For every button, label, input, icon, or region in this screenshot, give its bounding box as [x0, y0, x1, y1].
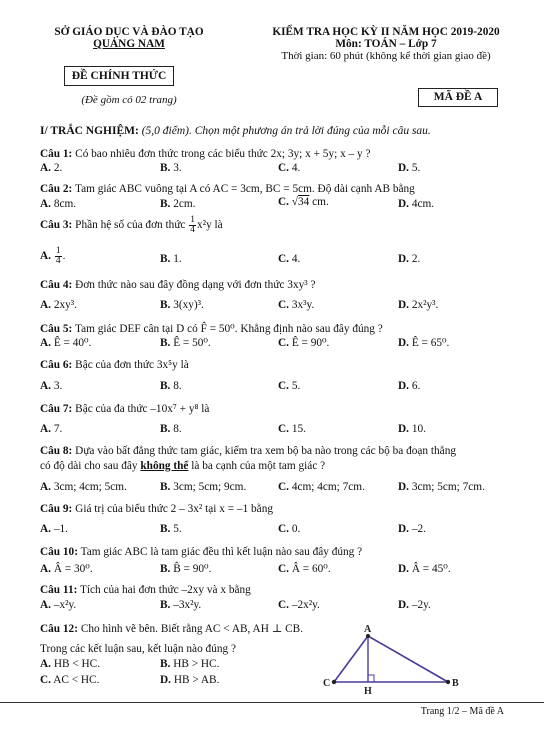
question-2: Câu 2: Tam giác ABC vuông tại A có AC = 3cm, BC = 5cm. Độ dài cạnh AB bằng	[40, 183, 415, 195]
q5-option-c: C. Ê = 90⁰.	[278, 337, 330, 349]
q7-option-a: A. 7.	[40, 423, 63, 435]
question-12-line2: Trong các kết luận sau, kết luận nào đúng ?	[40, 643, 236, 655]
q11-option-b: B. –3x²y.	[160, 599, 202, 611]
q10-option-a: A. Â = 30⁰.	[40, 563, 93, 575]
subject: Môn: TOÁN – Lớp 7	[335, 38, 437, 50]
question-8: Câu 8: Dựa vào bất đẳng thức tam giác, kiểm tra xem bộ ba nào trong các bộ ba đoạn thẳng	[40, 445, 456, 457]
question-5: Câu 5: Tam giác DEF cân tại D có F̂ = 50⁰. Khẳng định nào sau đây đúng ?	[40, 323, 383, 335]
question-label: Câu 1:	[40, 148, 73, 160]
q12-option-d: D. HB > AB.	[160, 674, 220, 686]
header-left	[22, 26, 236, 50]
q3-option-a: A. $\frac{1}{4}$ .	[40, 246, 66, 266]
question-text: Có bao nhiêu đơn thức trong các biểu thức 2x; 3y; x + 5y; x – y ?	[75, 148, 371, 160]
q6-option-d: D. 6.	[398, 380, 421, 392]
q9-option-a: A. –1.	[40, 523, 68, 535]
q7-option-d: D. 10.	[398, 423, 426, 435]
footer-rule	[0, 702, 544, 703]
q6-option-c: C. 5.	[278, 380, 301, 392]
q10-option-c: C. Â = 60⁰.	[278, 563, 331, 575]
question-12: Câu 12: Cho hình vẽ bên. Biết rằng AC < AB, AH ⊥ CB.	[40, 623, 304, 635]
q1-option-c: C. 4.	[278, 162, 301, 174]
label-B: B	[452, 678, 459, 689]
q9-option-b: B. 5.	[160, 523, 182, 535]
section-note: (5,0 điểm). Chọn một phương án trả lời đúng của mỗi câu sau.	[138, 125, 431, 137]
section-heading	[40, 125, 431, 137]
q3-option-b: B. 1.	[160, 253, 182, 265]
exam-code: MÃ ĐỀ A	[418, 88, 498, 107]
page-footer: Trang 1/2 – Mã đề A	[420, 706, 504, 717]
official-stamp: ĐỀ CHÍNH THỨC	[64, 66, 174, 86]
triangle-figure	[318, 622, 468, 698]
question-3: Câu 3: Phần hệ số của đơn thức $\frac{1}{4}$ x²y là	[40, 215, 223, 235]
question-9: Câu 9: Giá trị của biểu thức 2 – 3x² tại x = –1 bằng	[40, 503, 273, 515]
q1-option-d: D. 5.	[398, 162, 421, 174]
question-6: Câu 6: Bậc của đơn thức 3x⁵y là	[40, 359, 189, 371]
q11-option-a: A. –x²y.	[40, 599, 77, 611]
q12-option-a: A. HB < HC.	[40, 658, 101, 670]
q1-option-b: B. 3.	[160, 162, 182, 174]
section-title: I/ TRẮC NGHIỆM:	[40, 125, 139, 137]
q6-option-b: B. 8.	[160, 380, 182, 392]
q4-option-d: D. 2x²y³.	[398, 299, 439, 311]
q1-option-a: A. 2.	[40, 162, 63, 174]
q8-option-c: C. 4cm; 4cm; 7cm.	[278, 481, 365, 493]
q3-option-d: D. 2.	[398, 253, 421, 265]
q9-option-c: C. 0.	[278, 523, 301, 535]
q10-option-d: D. Â = 45⁰.	[398, 563, 451, 575]
q5-option-b: B. Ê = 50⁰.	[160, 337, 211, 349]
q8-option-b: B. 3cm; 5cm; 9cm.	[160, 481, 247, 493]
page-count: (Đề gồm có 02 trang)	[81, 94, 177, 106]
header-right	[240, 26, 532, 62]
q7-option-b: B. 8.	[160, 423, 182, 435]
segment-AB	[368, 636, 448, 682]
exam-title: KIỂM TRA HỌC KỲ II NĂM HỌC 2019-2020	[272, 26, 500, 38]
department-line1: SỞ GIÁO DỤC VÀ ĐÀO TẠO	[54, 26, 204, 38]
right-angle-mark	[368, 675, 374, 682]
q12-option-b: B. HB > HC.	[160, 658, 220, 670]
question-7: Câu 7: Bậc của đa thức –10x⁷ + y⁸ là	[40, 403, 210, 415]
q12-option-c: C. AC < HC.	[40, 674, 100, 686]
q4-option-a: A. 2xy³.	[40, 299, 77, 311]
q4-option-b: B. 3(xy)³.	[160, 299, 204, 311]
q6-option-a: A. 3.	[40, 380, 63, 392]
label-H: H	[364, 686, 372, 697]
q2-option-a: A. 8cm.	[40, 198, 77, 210]
question-1	[40, 148, 371, 160]
point-C	[332, 680, 336, 684]
label-C: C	[323, 678, 331, 689]
segment-AC	[334, 636, 368, 682]
department-line2: QUẢNG NAM	[93, 38, 165, 50]
q7-option-c: C. 15.	[278, 423, 306, 435]
q2-option-c: C. √34 cm.	[278, 196, 329, 208]
q3-option-c: C. 4.	[278, 253, 301, 265]
q11-option-d: D. –2y.	[398, 599, 431, 611]
q10-option-b: B. B̂ = 90⁰.	[160, 563, 212, 575]
q8-option-a: A. 3cm; 4cm; 5cm.	[40, 481, 127, 493]
time-limit: Thời gian: 60 phút (không kể thời gian giao đề)	[281, 50, 491, 62]
question-4: Câu 4: Đơn thức nào sau đây đồng dạng với đơn thức 3xy³ ?	[40, 279, 316, 291]
question-8-line2: có độ dài cho sau đây không thể là ba cạnh của một tam giác ?	[40, 460, 326, 472]
q4-option-c: C. 3x³y.	[278, 299, 315, 311]
q5-option-a: A. Ê = 40⁰.	[40, 337, 92, 349]
q8-option-d: D. 3cm; 5cm; 7cm.	[398, 481, 485, 493]
q9-option-d: D. –2.	[398, 523, 426, 535]
question-11: Câu 11: Tích của hai đơn thức –2xy và x bằng	[40, 584, 251, 596]
q11-option-c: C. –2x²y.	[278, 599, 320, 611]
point-B	[446, 680, 450, 684]
q5-option-d: D. Ê = 65⁰.	[398, 337, 450, 349]
q2-option-b: B. 2cm.	[160, 198, 196, 210]
q2-option-d: D. 4cm.	[398, 198, 435, 210]
question-10: Câu 10: Tam giác ABC là tam giác đều thì kết luận nào sau đây đúng ?	[40, 546, 363, 558]
label-A: A	[364, 624, 372, 635]
